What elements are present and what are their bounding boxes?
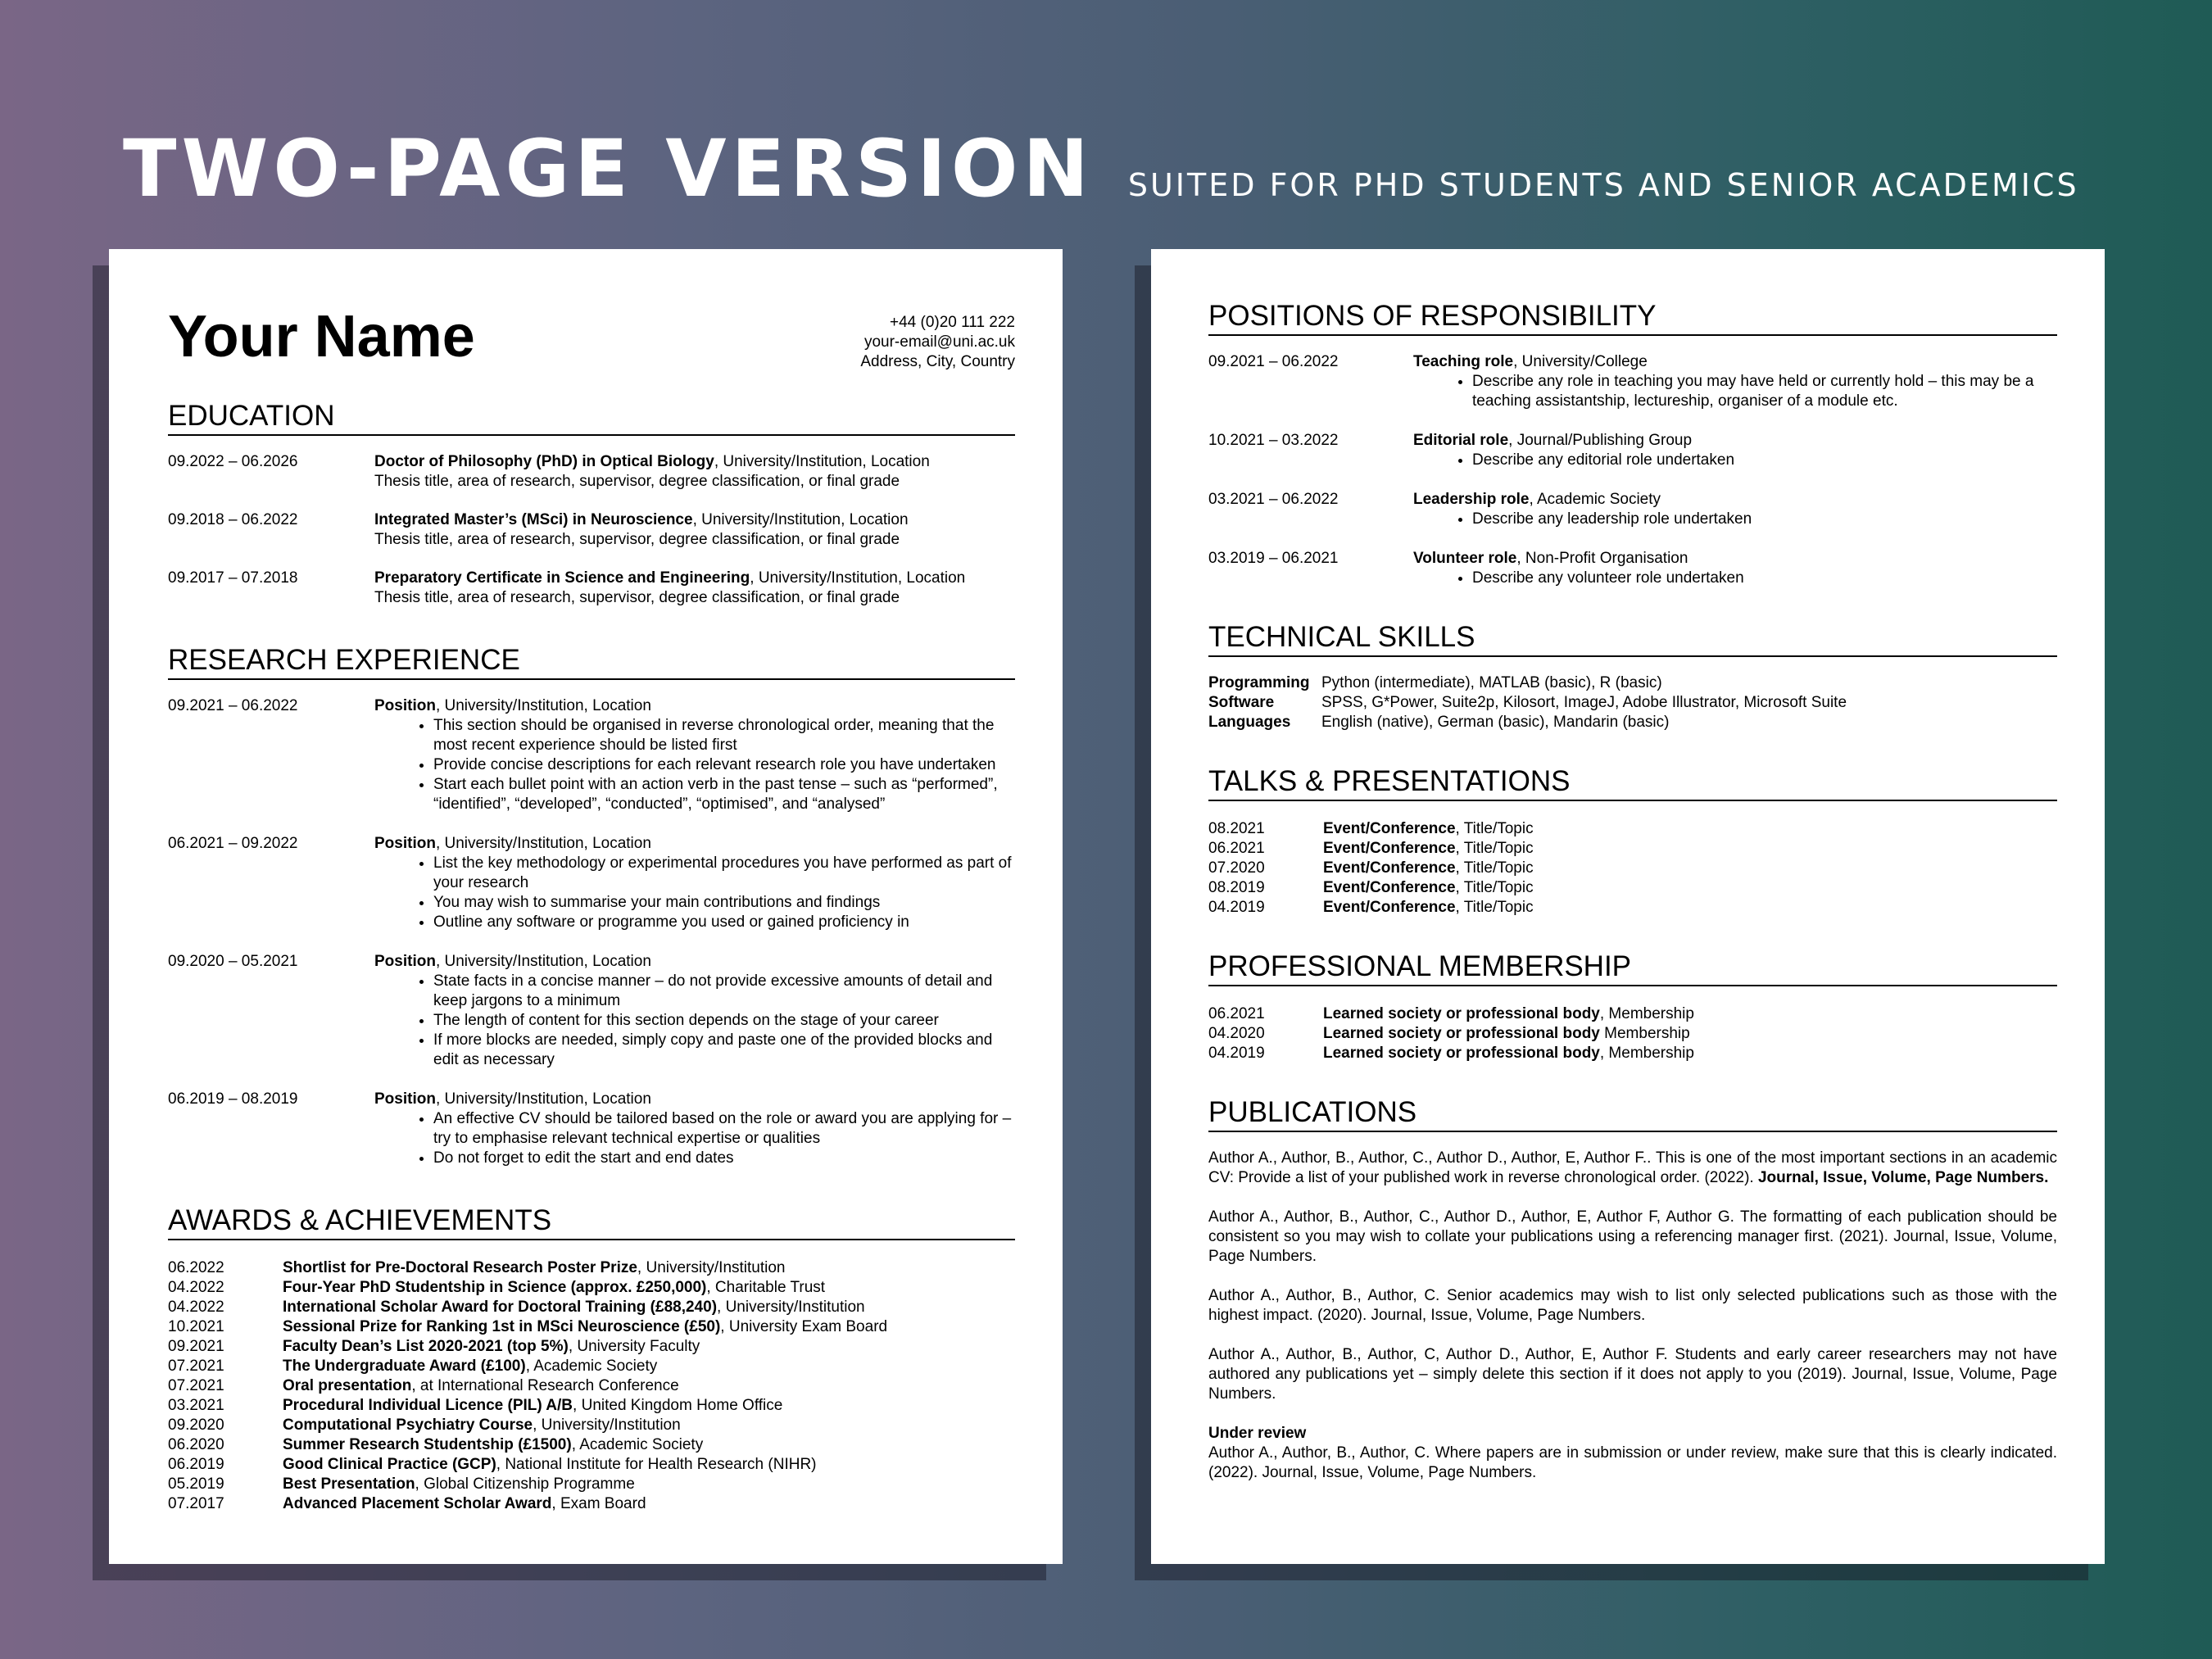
institution: , University/Institution, Location [692, 511, 909, 528]
entry-date: 09.2018 – 06.2022 [168, 511, 298, 528]
institution: , University/Institution, Location [435, 953, 651, 970]
under-review-text: Author A., Author, B., Author, C. Where papers are in submission or under review, make sure that this is clearly indicated. (2022). Journal, Issue, Volume, Page Numbers. [1208, 1444, 2057, 1481]
award-date: 04.2022 [168, 1299, 224, 1316]
bullet: • You may wish to summarise your main contributions and findings [433, 893, 1015, 913]
talk-event: Event/Conference [1323, 840, 1456, 857]
detail: Thesis title, area of research, supervisor, degree classification, or final grade [374, 531, 900, 548]
award-row [168, 1435, 1015, 1455]
talk-date: 07.2020 [1208, 859, 1265, 877]
talk-event: Event/Conference [1323, 879, 1456, 896]
name-heading: Your Name [168, 304, 475, 369]
skills-list [1208, 673, 2057, 732]
award-row [168, 1317, 1015, 1337]
banner-subtitle: SUITED FOR PHD STUDENTS AND SENIOR ACADEMICS [1127, 167, 2079, 203]
research-list [168, 696, 1015, 1168]
bullet: • Describe any leadership role undertaken [1472, 510, 2057, 529]
skill-label: Languages [1208, 714, 1291, 731]
award-org: , University Exam Board [720, 1318, 888, 1335]
bullet: • Outline any software or programme you used or gained proficiency in [433, 913, 1015, 932]
talk-row [1208, 878, 2057, 898]
award-date: 03.2021 [168, 1397, 224, 1414]
institution: , University/Institution, Location [714, 453, 930, 470]
positions-list [1208, 352, 2057, 588]
bullet-list [1413, 510, 2057, 529]
entry-date: 09.2017 – 07.2018 [168, 569, 298, 587]
position-entry [1208, 431, 2057, 470]
bullet: • Describe any role in teaching you may have held or currently hold – this may be a teaching assistantship, lectureship, organiser of a module etc. [1472, 372, 2057, 411]
institution: , University/Institution, Location [435, 697, 651, 714]
research-entry [168, 834, 1015, 932]
bullet-list [1413, 569, 2057, 588]
award-row [168, 1416, 1015, 1435]
award-row [168, 1337, 1015, 1357]
publication-text: Author A., Author, B., Author, C., Author D., Author, E, Author F, Author G. The formatting of each publication should be consistent so you may wish to collate your publications using a referencing manager first. (2021). [1208, 1208, 2057, 1245]
talk-row [1208, 819, 2057, 839]
talk-date: 08.2021 [1208, 820, 1265, 837]
bullet: • Describe any editorial role undertaken [1472, 451, 2057, 470]
membership-row [1208, 1024, 2057, 1044]
talk-date: 06.2021 [1208, 840, 1265, 857]
award-name: Advanced Placement Scholar Award [283, 1495, 552, 1512]
award-org: , Global Citizenship Programme [415, 1475, 635, 1493]
award-row [168, 1396, 1015, 1416]
award-row [168, 1298, 1015, 1317]
position: Position [374, 835, 436, 852]
bullet: • If more blocks are needed, simply copy and paste one of the provided blocks and edit as necessary [433, 1031, 1015, 1070]
talk-event: Event/Conference [1323, 859, 1456, 877]
position-entry [1208, 352, 2057, 411]
bullet: • An effective CV should be tailored based on the role or award you are applying for – try to emphasise relevant technical expertise or qualities [433, 1109, 1015, 1149]
bullet: • Provide concise descriptions for each relevant research role you have undertaken [433, 755, 1015, 775]
award-org: , Academic Society [571, 1436, 704, 1453]
organisation: , Academic Society [1529, 491, 1661, 508]
award-date: 06.2019 [168, 1456, 224, 1473]
education-entry [168, 452, 1015, 492]
entry-date: 09.2021 – 06.2022 [1208, 353, 1339, 370]
award-name: Four-Year PhD Studentship in Science (approx. £250,000) [283, 1279, 707, 1296]
bullet: • Describe any volunteer role undertaken [1472, 569, 2057, 588]
skill-row [1208, 693, 2057, 713]
award-org: , University Faculty [568, 1338, 700, 1355]
role: Teaching role [1413, 353, 1514, 370]
publications-list [1208, 1149, 2057, 1483]
section-research-title: RESEARCH EXPERIENCE [168, 644, 1015, 680]
skill-row [1208, 713, 2057, 732]
talks-list [1208, 819, 2057, 918]
award-name: Sessional Prize for Ranking 1st in MSci Neuroscience (£50) [283, 1318, 721, 1335]
organisation: , Journal/Publishing Group [1508, 432, 1693, 449]
detail: Thesis title, area of research, supervisor, degree classification, or final grade [374, 589, 900, 606]
skill-value: SPSS, G*Power, Suite2p, Kilosort, ImageJ, Adobe Illustrator, Microsoft Suite [1321, 694, 1847, 711]
award-date: 10.2021 [168, 1318, 224, 1335]
bullet: • Start each bullet point with an action verb in the past tense – such as “performed”, “identified”, “developed”, “conducted”, “optimised”, and “analysed” [433, 775, 1015, 814]
talk-topic: , Title/Topic [1455, 859, 1534, 877]
skill-value: Python (intermediate), MATLAB (basic), R (basic) [1321, 674, 1662, 691]
position-entry [1208, 490, 2057, 529]
institution: , University/Institution, Location [750, 569, 966, 587]
bullet: • Do not forget to edit the start and end dates [433, 1149, 1015, 1168]
entry-date: 10.2021 – 03.2022 [1208, 432, 1339, 449]
publication-text: Author A., Author, B., Author, C, Author D., Author, E, Author F. Students and early career researchers may not have authored any publications yet – simply delete this section if it does not apply to you (2019). [1208, 1346, 2057, 1383]
cv-header [168, 301, 1015, 372]
award-date: 06.2020 [168, 1436, 224, 1453]
award-row [168, 1357, 1015, 1376]
section-talks-title: TALKS & PRESENTATIONS [1208, 765, 2057, 801]
cv-page-1 [109, 249, 1063, 1564]
organisation: , Non-Profit Organisation [1516, 550, 1688, 567]
entry-date: 06.2021 – 09.2022 [168, 835, 298, 852]
publication [1208, 1208, 2057, 1267]
skill-value: English (native), German (basic), Mandarin (basic) [1321, 714, 1670, 731]
cv-page-2 [1151, 249, 2105, 1564]
publication-journal: Journal, Issue, Volume, Page Numbers. [1757, 1169, 2049, 1186]
detail: Thesis title, area of research, supervisor, degree classification, or final grade [374, 473, 900, 490]
talk-topic: , Title/Topic [1455, 820, 1534, 837]
section-skills-title: TECHNICAL SKILLS [1208, 621, 2057, 657]
role: Leadership role [1413, 491, 1530, 508]
bullet-list [374, 972, 1015, 1070]
skill-label: Programming [1208, 674, 1310, 691]
bullet-list [1413, 372, 2057, 411]
publication-text: Author A., Author, B., Author, C. Senior academics may wish to list only selected publications such as those with the highest impact. (2020). [1208, 1287, 2057, 1324]
membership-date: 04.2019 [1208, 1045, 1265, 1062]
award-row [168, 1455, 1015, 1475]
publication [1208, 1345, 2057, 1404]
talk-topic: , Title/Topic [1455, 879, 1534, 896]
entry-date: 09.2022 – 06.2026 [168, 453, 298, 470]
entry-date: 09.2021 – 06.2022 [168, 697, 298, 714]
section-positions-title: POSITIONS OF RESPONSIBILITY [1208, 300, 2057, 336]
talk-event: Event/Conference [1323, 820, 1456, 837]
membership-date: 04.2020 [1208, 1025, 1265, 1042]
membership-date: 06.2021 [1208, 1005, 1265, 1022]
publication-journal: Journal, Issue, Volume, Page Numbers. [1371, 1307, 1646, 1324]
membership-body: Learned society or professional body [1323, 1025, 1600, 1042]
contact-block [860, 313, 1015, 372]
entry-date: 06.2019 – 08.2019 [168, 1090, 298, 1108]
award-row [168, 1494, 1015, 1514]
award-date: 07.2021 [168, 1358, 224, 1375]
award-row [168, 1278, 1015, 1298]
award-org: , University/Institution [717, 1299, 865, 1316]
address: Address, City, Country [860, 353, 1015, 370]
bullet-list [374, 854, 1015, 932]
award-date: 04.2022 [168, 1279, 224, 1296]
under-review [1208, 1424, 2057, 1483]
award-date: 07.2021 [168, 1377, 224, 1394]
skill-label: Software [1208, 694, 1275, 711]
award-name: Procedural Individual Licence (PIL) A/B [283, 1397, 573, 1414]
research-entry [168, 952, 1015, 1070]
talk-row [1208, 839, 2057, 859]
position: Position [374, 697, 436, 714]
talk-row [1208, 898, 2057, 918]
publication-journal: Journal, Issue, Volume, Page Numbers. [1208, 1228, 2057, 1265]
membership-type: Membership [1599, 1025, 1690, 1042]
institution: , University/Institution, Location [435, 835, 651, 852]
bullet-list [374, 716, 1015, 814]
section-awards-title: AWARDS & ACHIEVEMENTS [168, 1204, 1015, 1240]
entry-date: 03.2021 – 06.2022 [1208, 491, 1339, 508]
position: Position [374, 953, 436, 970]
membership-row [1208, 1044, 2057, 1063]
education-entry [168, 569, 1015, 608]
education-entry [168, 510, 1015, 550]
talk-event: Event/Conference [1323, 899, 1456, 916]
award-row [168, 1475, 1015, 1494]
publication-journal: Journal, Issue, Volume, Page Numbers. [1208, 1366, 2057, 1403]
publication-text: Author A., Author, B., Author, C., Author D., Author, E, Author F.. This is one of the most important sections in an academic CV: Provide a list of your published work in reverse chronological order. (2022). [1208, 1149, 2057, 1186]
membership-list [1208, 1004, 2057, 1063]
section-membership-title: PROFESSIONAL MEMBERSHIP [1208, 950, 2057, 986]
award-date: 07.2017 [168, 1495, 224, 1512]
award-date: 09.2021 [168, 1338, 224, 1355]
talk-date: 08.2019 [1208, 879, 1265, 896]
bullet: • The length of content for this section depends on the stage of your career [433, 1011, 1015, 1031]
talk-topic: , Title/Topic [1455, 840, 1534, 857]
skill-row [1208, 673, 2057, 693]
position-entry [1208, 549, 2057, 588]
award-row [168, 1376, 1015, 1396]
bullet-list [1413, 451, 2057, 470]
award-row [168, 1258, 1015, 1278]
award-org: , Academic Society [525, 1358, 658, 1375]
role: Editorial role [1413, 432, 1509, 449]
awards-list [168, 1258, 1015, 1514]
degree: Integrated Master’s (MSci) in Neuroscience [374, 511, 693, 528]
bullet: • State facts in a concise manner – do not provide excessive amounts of detail and keep jargons to a minimum [433, 972, 1015, 1011]
award-org: , Charitable Trust [706, 1279, 826, 1296]
membership-body: Learned society or professional body [1323, 1005, 1600, 1022]
membership-type: , Membership [1599, 1045, 1694, 1062]
entry-date: 09.2020 – 05.2021 [168, 953, 298, 970]
award-org: , Exam Board [551, 1495, 646, 1512]
membership-row [1208, 1004, 2057, 1024]
award-name: The Undergraduate Award (£100) [283, 1358, 526, 1375]
phone: +44 (0)20 111 222 [889, 314, 1015, 331]
award-org: , United Kingdom Home Office [573, 1397, 783, 1414]
research-entry [168, 696, 1015, 814]
talk-row [1208, 859, 2057, 878]
award-name: Computational Psychiatry Course [283, 1416, 533, 1434]
banner-title: TWO-PAGE VERSION [123, 123, 1094, 215]
bullet-list [374, 1109, 1015, 1168]
membership-body: Learned society or professional body [1323, 1045, 1600, 1062]
award-date: 06.2022 [168, 1259, 224, 1276]
role: Volunteer role [1413, 550, 1517, 567]
award-name: Good Clinical Practice (GCP) [283, 1456, 496, 1473]
under-review-label: Under review [1208, 1425, 1307, 1442]
bullet: • List the key methodology or experimental procedures you have performed as part of your research [433, 854, 1015, 893]
award-name: Best Presentation [283, 1475, 415, 1493]
entry-date: 03.2019 – 06.2021 [1208, 550, 1339, 567]
award-name: Faculty Dean’s List 2020-2021 (top 5%) [283, 1338, 569, 1355]
award-name: Oral presentation [283, 1377, 412, 1394]
award-name: International Scholar Award for Doctoral Training (£88,240) [283, 1299, 718, 1316]
institution: , University/Institution, Location [435, 1090, 651, 1108]
award-name: Shortlist for Pre-Doctoral Research Poster Prize [283, 1259, 637, 1276]
position: Position [374, 1090, 436, 1108]
section-publications-title: PUBLICATIONS [1208, 1096, 2057, 1132]
award-org: , at International Research Conference [411, 1377, 679, 1394]
award-org: , National Institute for Health Research (NIHR) [496, 1456, 817, 1473]
award-org: , University/Institution [533, 1416, 681, 1434]
email: your-email@uni.ac.uk [863, 333, 1015, 351]
talk-topic: , Title/Topic [1455, 899, 1534, 916]
award-date: 09.2020 [168, 1416, 224, 1434]
bullet: • This section should be organised in reverse chronological order, meaning that the most recent experience should be listed first [433, 716, 1015, 755]
organisation: , University/College [1513, 353, 1648, 370]
research-entry [168, 1090, 1015, 1168]
award-org: , University/Institution [637, 1259, 786, 1276]
publication [1208, 1286, 2057, 1326]
degree: Preparatory Certificate in Science and Engineering [374, 569, 750, 587]
degree: Doctor of Philosophy (PhD) in Optical Biology [374, 453, 714, 470]
education-list [168, 452, 1015, 608]
award-date: 05.2019 [168, 1475, 224, 1493]
banner [123, 123, 2079, 221]
section-education-title: EDUCATION [168, 400, 1015, 436]
publication [1208, 1149, 2057, 1188]
award-name: Summer Research Studentship (£1500) [283, 1436, 572, 1453]
talk-date: 04.2019 [1208, 899, 1265, 916]
membership-type: , Membership [1599, 1005, 1694, 1022]
